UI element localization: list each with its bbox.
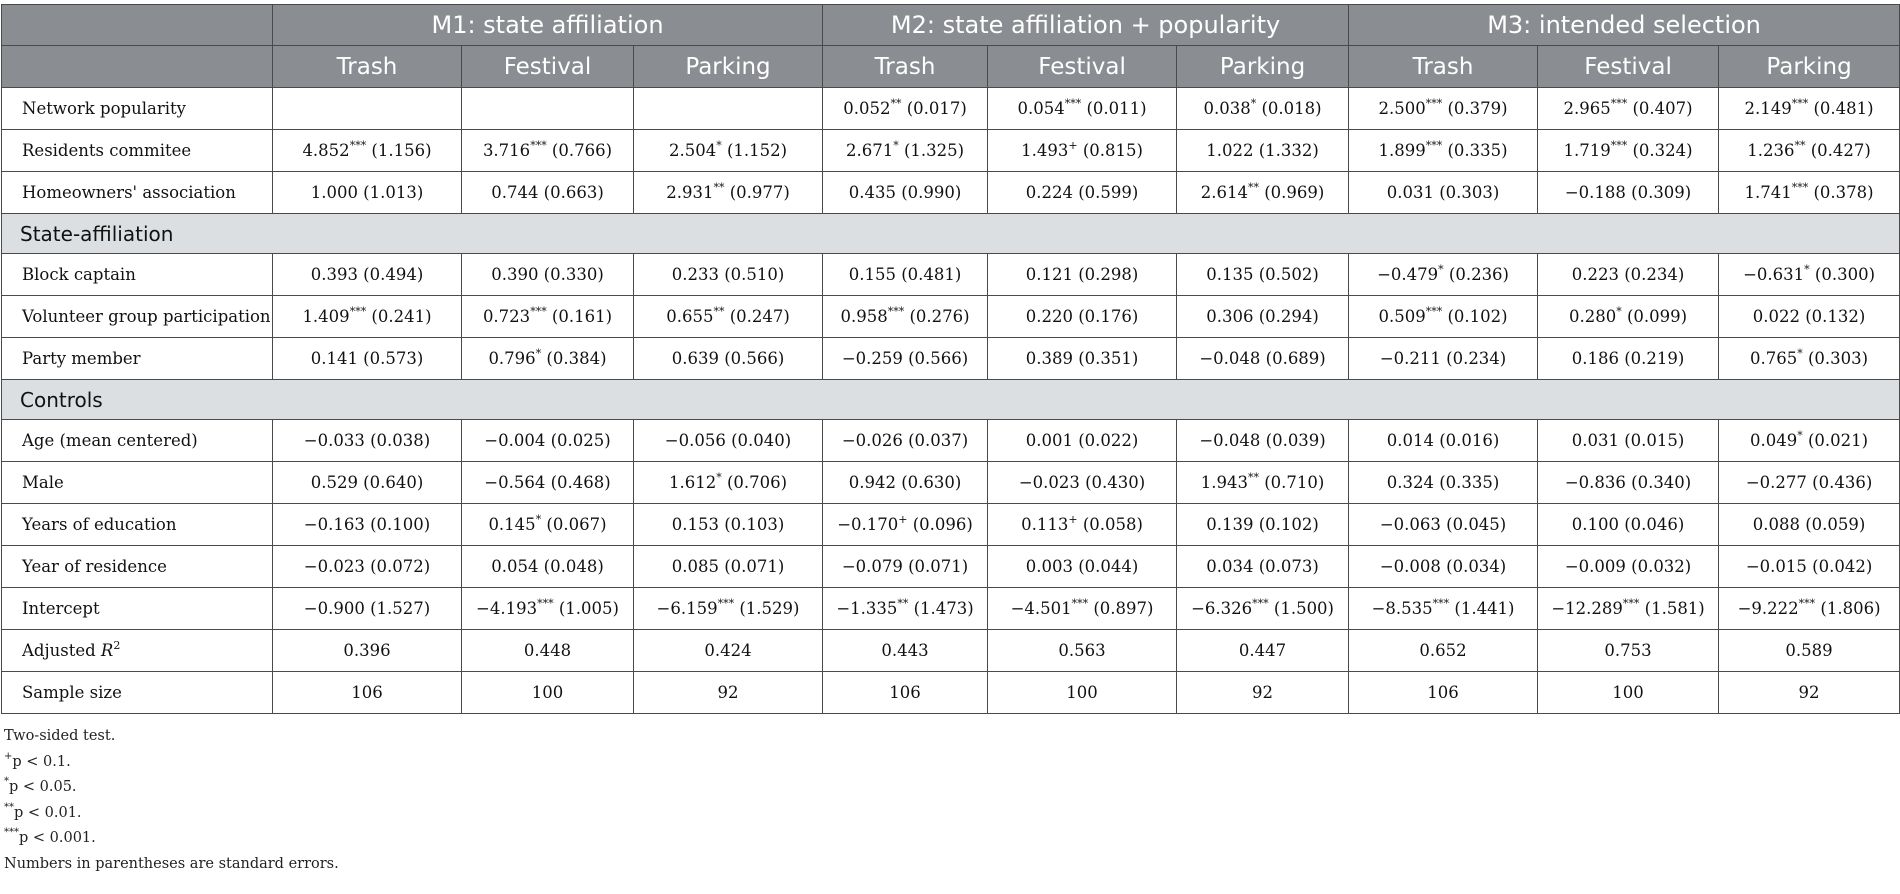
footnote-plus: +p < 0.1. — [4, 750, 71, 770]
table-cell: −12.289*** (1.581) — [1538, 588, 1719, 630]
col-header: Trash — [1349, 46, 1538, 88]
table-cell: 0.652 — [1349, 630, 1538, 672]
table-cell: 0.052** (0.017) — [823, 88, 988, 130]
table-cell: 0.224 (0.599) — [988, 172, 1177, 214]
row-label: Year of residence — [2, 546, 273, 588]
footnote-test: Two-sided test. — [4, 728, 116, 744]
table-cell: 1.000 (1.013) — [273, 172, 462, 214]
row-label: Volunteer group participation — [2, 296, 273, 338]
table-cell: −0.079 (0.071) — [823, 546, 988, 588]
table-cell: −0.026 (0.037) — [823, 420, 988, 462]
table-cell: 0.139 (0.102) — [1177, 504, 1349, 546]
table-cell: 0.233 (0.510) — [634, 254, 823, 296]
table-cell: 4.852*** (1.156) — [273, 130, 462, 172]
table-cell: 2.931** (0.977) — [634, 172, 823, 214]
table-cell: 0.135 (0.502) — [1177, 254, 1349, 296]
table-cell — [462, 88, 634, 130]
table-cell: 2.965*** (0.407) — [1538, 88, 1719, 130]
table-cell: 0.220 (0.176) — [988, 296, 1177, 338]
table-row — [2, 338, 1900, 380]
table-row — [2, 130, 1900, 172]
table-cell: −0.479* (0.236) — [1349, 254, 1538, 296]
table-cell: 1.943** (0.710) — [1177, 462, 1349, 504]
table-cell: 1.493+ (0.815) — [988, 130, 1177, 172]
model-header-row — [2, 5, 1900, 46]
table-cell: 0.155 (0.481) — [823, 254, 988, 296]
table-cell: 0.563 — [988, 630, 1177, 672]
table-row — [2, 672, 1900, 714]
table-cell: 0.038* (0.018) — [1177, 88, 1349, 130]
row-label: Adjusted $R^2$ — [2, 630, 273, 672]
regression-table — [1, 4, 1900, 714]
table-cell: 0.054*** (0.011) — [988, 88, 1177, 130]
table-cell: −6.159*** (1.529) — [634, 588, 823, 630]
regression-table-figure — [0, 4, 1900, 877]
col-header: Parking — [1719, 46, 1900, 88]
table-cell: 1.741*** (0.378) — [1719, 172, 1900, 214]
header-corner-2 — [2, 46, 273, 88]
table-cell: 0.942 (0.630) — [823, 462, 988, 504]
table-cell: 100 — [1538, 672, 1719, 714]
table-cell: 0.448 — [462, 630, 634, 672]
col-header: Festival — [988, 46, 1177, 88]
table-cell: 0.765* (0.303) — [1719, 338, 1900, 380]
table-cell: 0.447 — [1177, 630, 1349, 672]
table-cell: −0.631* (0.300) — [1719, 254, 1900, 296]
table-cell: 0.723*** (0.161) — [462, 296, 634, 338]
table-row — [2, 462, 1900, 504]
table-body — [2, 88, 1900, 714]
table-cell: 106 — [273, 672, 462, 714]
table-cell: −0.023 (0.072) — [273, 546, 462, 588]
row-label: Homeowners' association — [2, 172, 273, 214]
table-cell: 3.716*** (0.766) — [462, 130, 634, 172]
col-header: Festival — [462, 46, 634, 88]
header-corner — [2, 5, 273, 46]
table-cell: −0.564 (0.468) — [462, 462, 634, 504]
table-row — [2, 504, 1900, 546]
table-footnotes — [4, 724, 1900, 877]
table-cell: −0.004 (0.025) — [462, 420, 634, 462]
model-m3-header: M3: intended selection — [1349, 5, 1900, 46]
table-row — [2, 172, 1900, 214]
table-cell: −4.501*** (0.897) — [988, 588, 1177, 630]
table-cell: 0.393 (0.494) — [273, 254, 462, 296]
table-cell: 0.958*** (0.276) — [823, 296, 988, 338]
section-row-controls — [2, 380, 1900, 420]
footnote-three-star: ***p < 0.001. — [4, 827, 96, 846]
model-m1-header: M1: state affiliation — [273, 5, 823, 46]
table-cell: −4.193*** (1.005) — [462, 588, 634, 630]
table-cell: −9.222*** (1.806) — [1719, 588, 1900, 630]
table-cell: 1.409*** (0.241) — [273, 296, 462, 338]
table-cell: 0.049* (0.021) — [1719, 420, 1900, 462]
col-header: Festival — [1538, 46, 1719, 88]
table-cell: 92 — [1177, 672, 1349, 714]
row-label: Intercept — [2, 588, 273, 630]
row-label: Sample size — [2, 672, 273, 714]
table-cell: 2.504* (1.152) — [634, 130, 823, 172]
table-cell: 2.149*** (0.481) — [1719, 88, 1900, 130]
footnote-two-star: **p < 0.01. — [4, 801, 82, 821]
table-row — [2, 588, 1900, 630]
table-cell: 0.088 (0.059) — [1719, 504, 1900, 546]
table-cell: 100 — [988, 672, 1177, 714]
table-cell — [634, 88, 823, 130]
table-cell: 0.145* (0.067) — [462, 504, 634, 546]
col-header: Parking — [1177, 46, 1349, 88]
table-cell: 92 — [634, 672, 823, 714]
table-cell: 1.719*** (0.324) — [1538, 130, 1719, 172]
table-cell: −0.008 (0.034) — [1349, 546, 1538, 588]
table-cell: 0.031 (0.303) — [1349, 172, 1538, 214]
table-cell: −1.335** (1.473) — [823, 588, 988, 630]
table-cell: 0.753 — [1538, 630, 1719, 672]
table-cell: 0.280* (0.099) — [1538, 296, 1719, 338]
table-cell: 1.236** (0.427) — [1719, 130, 1900, 172]
table-cell: 0.509*** (0.102) — [1349, 296, 1538, 338]
table-cell: 0.744 (0.663) — [462, 172, 634, 214]
row-label: Years of education — [2, 504, 273, 546]
table-row — [2, 630, 1900, 672]
table-cell: 2.671* (1.325) — [823, 130, 988, 172]
table-cell: 0.443 — [823, 630, 988, 672]
table-cell: 0.796* (0.384) — [462, 338, 634, 380]
table-cell: −0.023 (0.430) — [988, 462, 1177, 504]
table-cell: 0.034 (0.073) — [1177, 546, 1349, 588]
table-cell: 0.153 (0.103) — [634, 504, 823, 546]
table-cell: 2.500*** (0.379) — [1349, 88, 1538, 130]
table-cell: −0.009 (0.032) — [1538, 546, 1719, 588]
model-m2-header: M2: state affiliation + popularity — [823, 5, 1349, 46]
col-header: Parking — [634, 46, 823, 88]
table-cell: 0.001 (0.022) — [988, 420, 1177, 462]
table-cell: −6.326*** (1.500) — [1177, 588, 1349, 630]
table-cell: 0.085 (0.071) — [634, 546, 823, 588]
table-cell: 0.141 (0.573) — [273, 338, 462, 380]
col-header: Trash — [273, 46, 462, 88]
table-cell: 0.529 (0.640) — [273, 462, 462, 504]
table-cell: 0.589 — [1719, 630, 1900, 672]
table-cell: 0.100 (0.046) — [1538, 504, 1719, 546]
table-cell: 0.639 (0.566) — [634, 338, 823, 380]
table-cell: −0.836 (0.340) — [1538, 462, 1719, 504]
table-cell: −0.188 (0.309) — [1538, 172, 1719, 214]
table-cell: −8.535*** (1.441) — [1349, 588, 1538, 630]
table-cell: 0.031 (0.015) — [1538, 420, 1719, 462]
table-cell: 0.121 (0.298) — [988, 254, 1177, 296]
outcome-header-row — [2, 46, 1900, 88]
table-cell: −0.048 (0.039) — [1177, 420, 1349, 462]
row-label: Male — [2, 462, 273, 504]
table-cell: −0.063 (0.045) — [1349, 504, 1538, 546]
table-cell: −0.900 (1.527) — [273, 588, 462, 630]
table-cell: −0.048 (0.689) — [1177, 338, 1349, 380]
col-header: Trash — [823, 46, 988, 88]
table-row — [2, 88, 1900, 130]
table-cell: 0.054 (0.048) — [462, 546, 634, 588]
table-cell: 0.435 (0.990) — [823, 172, 988, 214]
table-row — [2, 420, 1900, 462]
table-cell: 0.306 (0.294) — [1177, 296, 1349, 338]
table-cell: 0.014 (0.016) — [1349, 420, 1538, 462]
table-cell: −0.211 (0.234) — [1349, 338, 1538, 380]
table-cell: 2.614** (0.969) — [1177, 172, 1349, 214]
table-cell: 0.396 — [273, 630, 462, 672]
section-row-state-affiliation — [2, 214, 1900, 254]
table-cell: 0.113+ (0.058) — [988, 504, 1177, 546]
table-cell: 0.003 (0.044) — [988, 546, 1177, 588]
row-label: Block captain — [2, 254, 273, 296]
table-cell: 100 — [462, 672, 634, 714]
table-cell: 0.424 — [634, 630, 823, 672]
table-cell — [273, 88, 462, 130]
footnote-one-star: *p < 0.05. — [4, 776, 77, 795]
footnote-standard-errors: Numbers in parentheses are standard errors. — [4, 855, 339, 872]
table-cell: 0.186 (0.219) — [1538, 338, 1719, 380]
table-row — [2, 546, 1900, 588]
table-cell: −0.170+ (0.096) — [823, 504, 988, 546]
table-cell: 0.655** (0.247) — [634, 296, 823, 338]
table-cell: 0.324 (0.335) — [1349, 462, 1538, 504]
table-row — [2, 296, 1900, 338]
row-label: Network popularity — [2, 88, 273, 130]
row-label: Residents commitee — [2, 130, 273, 172]
row-label: Party member — [2, 338, 273, 380]
table-cell: 0.390 (0.330) — [462, 254, 634, 296]
table-cell: 0.022 (0.132) — [1719, 296, 1900, 338]
table-row — [2, 254, 1900, 296]
row-label: Age (mean centered) — [2, 420, 273, 462]
table-cell: −0.033 (0.038) — [273, 420, 462, 462]
table-cell: 92 — [1719, 672, 1900, 714]
table-cell: −0.163 (0.100) — [273, 504, 462, 546]
table-cell: 0.223 (0.234) — [1538, 254, 1719, 296]
table-cell: −0.277 (0.436) — [1719, 462, 1900, 504]
table-cell: −0.259 (0.566) — [823, 338, 988, 380]
table-cell: −0.056 (0.040) — [634, 420, 823, 462]
section-label: Controls — [2, 380, 1900, 420]
table-cell: 1.899*** (0.335) — [1349, 130, 1538, 172]
table-cell: 1.022 (1.332) — [1177, 130, 1349, 172]
table-cell: 106 — [823, 672, 988, 714]
table-cell: −0.015 (0.042) — [1719, 546, 1900, 588]
table-cell: 0.389 (0.351) — [988, 338, 1177, 380]
section-label: State-affiliation — [2, 214, 1900, 254]
table-cell: 1.612* (0.706) — [634, 462, 823, 504]
table-cell: 106 — [1349, 672, 1538, 714]
